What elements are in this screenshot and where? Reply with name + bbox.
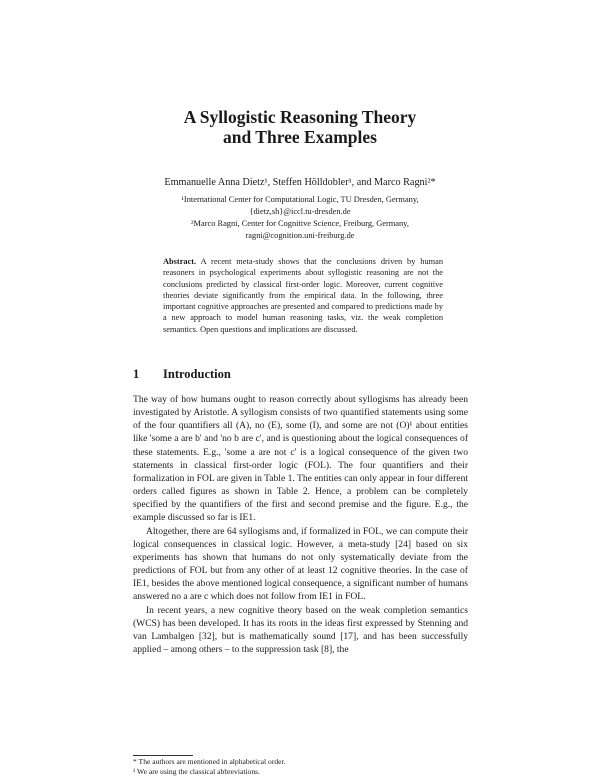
paragraph-1: The way of how humans ought to reason correctly about syllogisms has already been investigated by Aristotle. A syllogism consists of two quantified statements using some of the four quantifiers all (A), no (E), some (I), and some are not (O)¹ about entities like 'some a are b' and 'no b are c', and is questioning about the logical consequences of these statements. E.g., 'some a are not c' is a logical consequence of the given two statements in classical first-order logic (FOL). The four quantifiers and their formalization in FOL are given in Table 1. The entities can only appear in four different orders called figures as shown in Table 2. Hence, a problem can be completely specified by the quantifiers of the first and second premise and the figure. E.g., the example discussed so far is IE1.	[133, 394, 468, 524]
author-list: Emmanuelle Anna Dietz¹, Steffen Hölldobler¹, and Marco Ragni²*	[164, 177, 436, 188]
paragraph-3: In recent years, a new cognitive theory based on the weak completion semantics (WCS) has been developed. It has its roots in the ideas first expressed by Stenning and van Lambalgen [32], but is mathematically sound [17], and has been successfully applied – among others – to the suppression task [8], the	[133, 604, 468, 655]
abstract-text: A recent meta-study shows that the conclusions driven by human reasoners in psychological experiments about syllogistic reasoning are not the conclusions predicted by classical first-order logic. Moreover, current cognitive theories deviate significantly from the empirical data. In the following, three important cognitive approaches are presented and compared to predictions made by a new approach to model human reasoning tasks, viz. the weak completion semantics. Open questions and implications are discussed.	[163, 257, 443, 334]
paper-title-line-2: and Three Examples	[223, 127, 377, 147]
abstract-label: Abstract.	[163, 257, 197, 266]
paper-title-line-1: A Syllogistic Reasoning Theory	[183, 107, 417, 127]
affiliation-2-email: ragni@cognition.uni-freiburg.de	[245, 231, 355, 240]
affiliation-1-email: {dietz,sh}@iccl.tu-dresden.de	[249, 207, 351, 216]
footnote-rule	[133, 755, 193, 756]
footnote-1: ¹ We are using the classical abbreviations.	[133, 767, 260, 776]
paragraph-2: Altogether, there are 64 syllogisms and, if formalized in FOL, we can compute their logical consequences in classical logic. However, a meta-study [24] based on six experiments has shown that humans do not only systematically deviate from the predictions of FOL but from any other of at least 12 cognitive theories. In the case of IE1, besides the above mentioned logical consequence, a significant number of humans answered no a are c which does not follow from IE1 in FOL.	[133, 525, 468, 603]
section-title: Introduction	[163, 367, 231, 381]
section-number: 1	[133, 367, 140, 381]
affiliation-2: ²Marco Ragni, Center for Cognitive Science, Freiburg, Germany,	[191, 219, 409, 228]
abstract	[163, 256, 443, 335]
body-text	[133, 393, 468, 656]
footnote-star: * The authors are mentioned in alphabetical order.	[133, 757, 286, 766]
affiliation-1: ¹International Center for Computational Logic, TU Dresden, Germany,	[181, 195, 419, 204]
